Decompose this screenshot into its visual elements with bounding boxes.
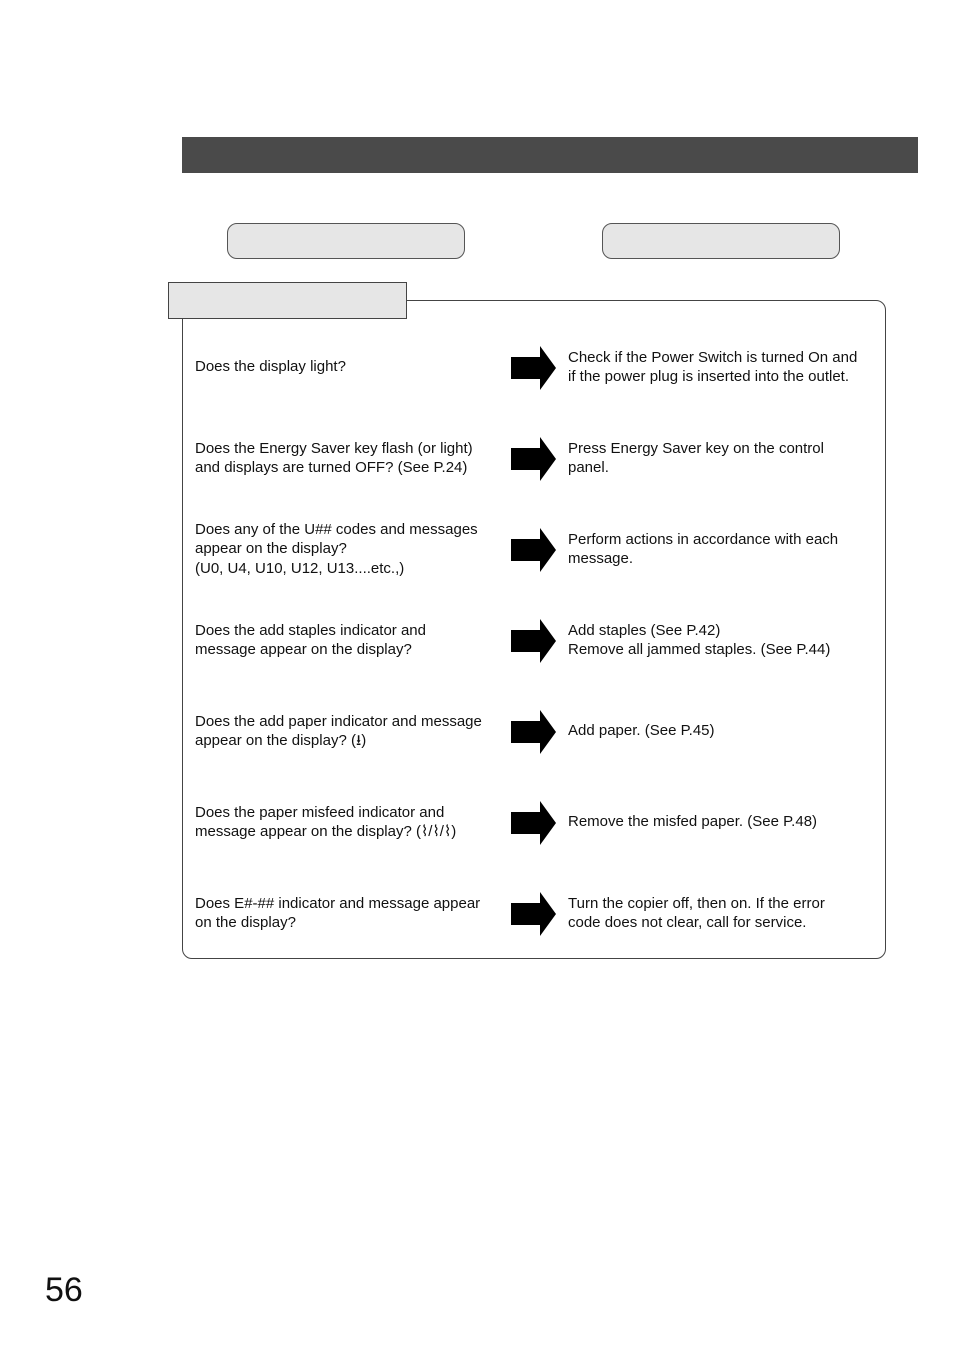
- troubleshooting-row: [195, 337, 885, 397]
- question-text: Does the Energy Saver key flash (or light) and displays are turned OFF? (See P.24): [195, 439, 473, 476]
- troubleshooting-row: [195, 519, 885, 579]
- right-arrow-icon: [511, 528, 556, 572]
- troubleshooting-row: [195, 428, 885, 488]
- troubleshooting-row: [195, 883, 885, 943]
- answer-text: Perform actions in accordance with each message.: [568, 530, 839, 567]
- answer-text: Press Energy Saver key on the control panel.: [568, 439, 824, 476]
- question-text: Does the paper misfeed indicator and message appear on the display? (⌇/⌇/⌇): [195, 803, 457, 840]
- page-number: 56: [45, 1271, 83, 1309]
- answer-text: Check if the Power Switch is turned On and if the power plug is inserted into the outlet.: [568, 348, 858, 385]
- panel-title-tab: [168, 282, 407, 319]
- answer-text: Add paper. (See P.45): [568, 722, 715, 740]
- question-text: Does E#-## indicator and message appear on the display?: [195, 894, 481, 931]
- question-text: Does any of the U## codes and messages appear on the display? (U0, U4, U10, U12, U13....etc.,): [195, 520, 478, 577]
- right-arrow-icon: [511, 619, 556, 663]
- troubleshooting-row: [195, 610, 885, 670]
- right-arrow-icon: [511, 710, 556, 754]
- question-text: Does the add staples indicator and message appear on the display?: [195, 621, 426, 658]
- legend-box-left: [227, 223, 465, 259]
- legend-box-right: [602, 223, 840, 259]
- question-text: Does the add paper indicator and message appear on the display? (⭳): [195, 712, 482, 749]
- section-header-bar: [182, 137, 918, 173]
- right-arrow-icon: [511, 437, 556, 481]
- answer-text: Remove the misfed paper. (See P.48): [568, 813, 818, 831]
- troubleshooting-row: [195, 701, 885, 761]
- answer-text: Add staples (See P.42) Remove all jammed staples. (See P.44): [568, 621, 831, 658]
- right-arrow-icon: [511, 801, 556, 845]
- question-text: Does the display light?: [195, 358, 346, 376]
- right-arrow-icon: [511, 892, 556, 936]
- troubleshooting-row: [195, 792, 885, 852]
- right-arrow-icon: [511, 346, 556, 390]
- answer-text: Turn the copier off, then on. If the error code does not clear, call for service.: [568, 894, 825, 931]
